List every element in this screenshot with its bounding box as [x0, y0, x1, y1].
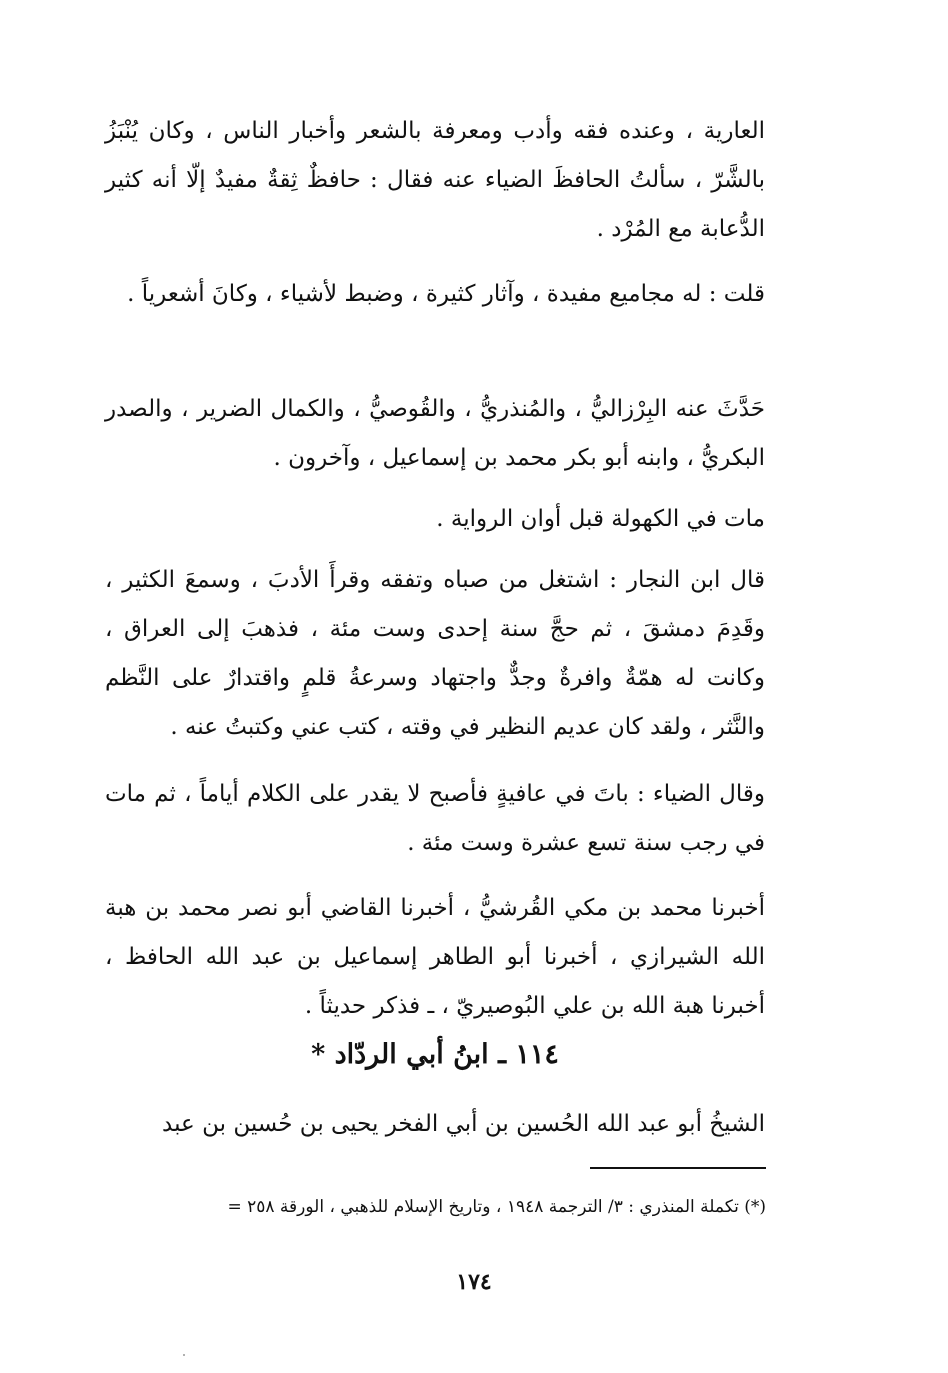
body-paragraph [105, 270, 765, 319]
paragraph-text: الشيخُ أبو عبد الله الحُسين بن أبي الفخر يحيى بن حُسين بن عبد [162, 1111, 765, 1137]
paragraph-text: مات في الكهولة قبل أوان الرواية . [436, 506, 765, 532]
body-paragraph [105, 107, 765, 254]
paragraph-text: العارية ، وعنده فقه وأدب ومعرفة بالشعر وأخبار الناس ، وكان يُنْبَزُ بالشَّرّ ، سألتُ الحافظَ الضياء عنه فقال : حافظٌ ثِقةٌ مفيدٌ إلّا أنه كثير الدُّعابة مع المُرْد . [105, 118, 765, 242]
paragraph-text: حَدَّثَ عنه البِرْزاليُّ ، والمُنذريُّ ، والقُوصيُّ ، والكمال الضرير ، والصدر البكريُّ ، وابنه أبو بكر محمد بن إسماعيل ، وآخرون . [105, 396, 765, 471]
paragraph-text: قال ابن النجار : اشتغل من صباه وتفقه وقرأَ الأدبَ ، وسمعَ الكثير ، وقَدِمَ دمشقَ ، ثم حجَّ سنة إحدى وست مئة ، فذهبَ إلى العراق ، وكانت له همّةٌ وافرةٌ وجدٌّ واجتهاد وسرعةُ قلمٍ واقتدارٌ على النَّظم والنَّثر ، ولقد كان عديم النظير في وقته ، كتب عني وكتبتُ عنه . [105, 567, 765, 740]
section-heading: ١١٤ ـ ابنُ أبي الردّاد * [311, 1039, 559, 1070]
body-paragraph [105, 556, 765, 752]
body-paragraph [105, 495, 765, 544]
page-number: ١٧٤ [456, 1269, 492, 1295]
body-paragraph [105, 884, 765, 1031]
footnote-divider [590, 1167, 766, 1169]
body-paragraph [105, 770, 765, 868]
body-paragraph [105, 1100, 765, 1149]
paragraph-text: وقال الضياء : باتَ في عافيةٍ فأصبح لا يقدر على الكلام أياماً ، ثم مات في رجب سنة تسع عشرة وست مئة . [105, 781, 765, 856]
paragraph-text: قلت : له مجاميع مفيدة ، وآثار كثيرة ، وضبط لأشياء ، وكانَ أشعرياً . [127, 281, 765, 307]
footnote: (*) تكملة المنذري : ٣/ الترجمة ١٩٤٨ ، وتاريخ الإسلام للذهبي ، الورقة ٢٥٨ = [227, 1197, 766, 1217]
scan-speck [183, 1354, 185, 1356]
paragraph-text: أخبرنا محمد بن مكي القُرشيُّ ، أخبرنا القاضي أبو نصر محمد بن هبة الله الشيرازي ، أخبرنا أبو الطاهر إسماعيل بن عبد الله الحافظ ، أخبرنا هبة الله بن علي البُوصيريّ ، ـ فذكر حديثاً . [105, 895, 765, 1019]
body-paragraph [105, 385, 765, 483]
